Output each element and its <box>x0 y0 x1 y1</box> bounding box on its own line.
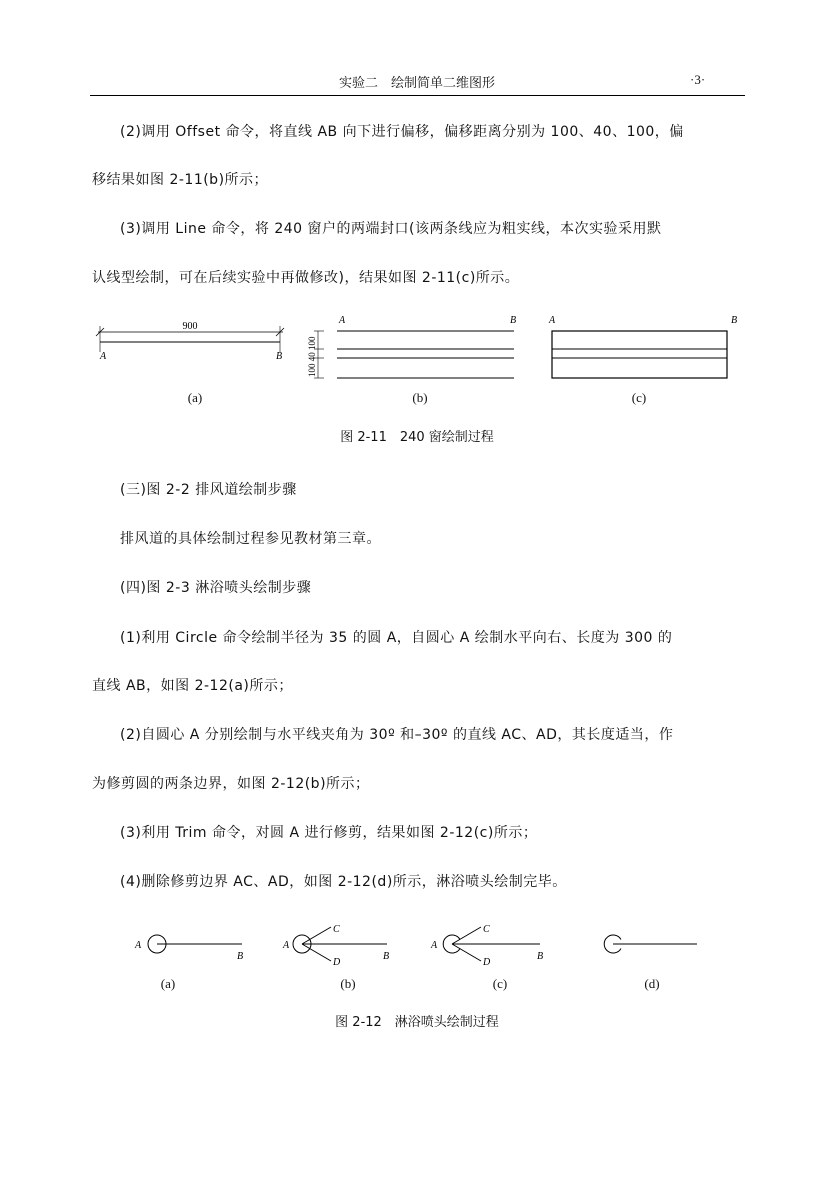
paragraph-line-line1: (3)调用 Line 命令，将 240 窗户的两端封口(该两条线应为粗实线，本次实验采用默 <box>120 221 662 237</box>
label-a: A <box>339 315 346 326</box>
label-c: C <box>333 924 340 935</box>
paragraph-line-line2: 认线型绘制，可在后续实验中再做修改)，结果如图 2-11(c)所示。 <box>92 270 520 286</box>
subfigure-d-label: (d) <box>644 976 660 991</box>
figure-2-11-a <box>96 321 284 362</box>
label-d: D <box>483 957 491 968</box>
subfigure-c-label: (c) <box>631 390 647 405</box>
label-d: D <box>333 957 341 968</box>
page-number: ·3· <box>690 72 706 87</box>
label-b: B <box>276 351 283 362</box>
window-outline <box>552 331 727 378</box>
dimension-900-label: 900 <box>182 321 198 332</box>
figure-2-11-b <box>307 315 516 378</box>
dimension-stack-label: 100 40 100 <box>307 336 317 377</box>
figure-2-12-b <box>282 924 389 968</box>
figure-2-12 <box>0 915 834 975</box>
line-ac <box>302 927 331 944</box>
paragraph-circle-line1: (1)利用 Circle 命令绘制半径为 35 的圆 A，自圆心 A 绘制水平向右、长度为 300 的 <box>120 630 673 646</box>
paragraph-delete: (4)删除修剪边界 AC、AD，如图 2-12(d)所示，淋浴喷头绘制完毕。 <box>120 874 567 890</box>
figure-2-11-c <box>548 315 737 378</box>
figure-2-12-caption: 图 2-12 淋浴喷头绘制过程 <box>335 1015 499 1030</box>
subfigure-c-label: (c) <box>492 976 508 991</box>
subfigure-a-label: (a) <box>187 390 203 405</box>
label-a: A <box>100 351 107 362</box>
paragraph-boundary-line2: 为修剪圆的两条边界，如图 2-12(b)所示； <box>92 776 370 792</box>
label-b: B <box>237 951 244 962</box>
label-b: B <box>731 315 738 326</box>
label-b: B <box>510 315 517 326</box>
figure-2-11 <box>0 310 834 390</box>
label-b: B <box>383 951 390 962</box>
label-a: A <box>549 315 556 326</box>
paragraph-offset-line1: (2)调用 Offset 命令，将直线 AB 向下进行偏移，偏移距离分别为 100、40、100，偏 <box>120 124 684 140</box>
figure-2-12-d <box>604 935 697 953</box>
section-heading-shower-head: (四)图 2-3 淋浴喷头绘制步骤 <box>120 580 312 596</box>
label-c: C <box>483 924 490 935</box>
label-a: A <box>135 940 142 951</box>
header-rule <box>90 95 745 96</box>
paragraph-trim: (3)利用 Trim 命令，对圆 A 进行修剪，结果如图 2-12(c)所示； <box>120 825 538 841</box>
subfigure-a-label: (a) <box>160 976 176 991</box>
label-a: A <box>431 940 438 951</box>
paragraph-offset-line2: 移结果如图 2-11(b)所示； <box>92 172 269 188</box>
subfigure-b-label: (b) <box>340 976 356 991</box>
paragraph-boundary-line1: (2)自圆心 A 分别绘制与水平线夹角为 30º 和–30º 的直线 AC、AD，其长度适当，作 <box>120 727 674 743</box>
label-a: A <box>283 940 290 951</box>
figure-2-12-c <box>430 924 543 968</box>
section-heading-exhaust-duct: (三)图 2-2 排风道绘制步骤 <box>120 482 297 498</box>
line-ad <box>302 944 331 961</box>
figure-2-12-a <box>134 935 243 962</box>
page-header-title: 实验二 绘制简单二维图形 <box>338 76 495 91</box>
paragraph-exhaust-duct: 排风道的具体绘制过程参见教材第三章。 <box>120 531 381 547</box>
paragraph-circle-line2: 直线 AB，如图 2-12(a)所示； <box>92 678 293 694</box>
figure-2-11-caption: 图 2-11 240 窗绘制过程 <box>340 430 494 445</box>
label-b: B <box>537 951 544 962</box>
subfigure-b-label: (b) <box>412 390 428 405</box>
